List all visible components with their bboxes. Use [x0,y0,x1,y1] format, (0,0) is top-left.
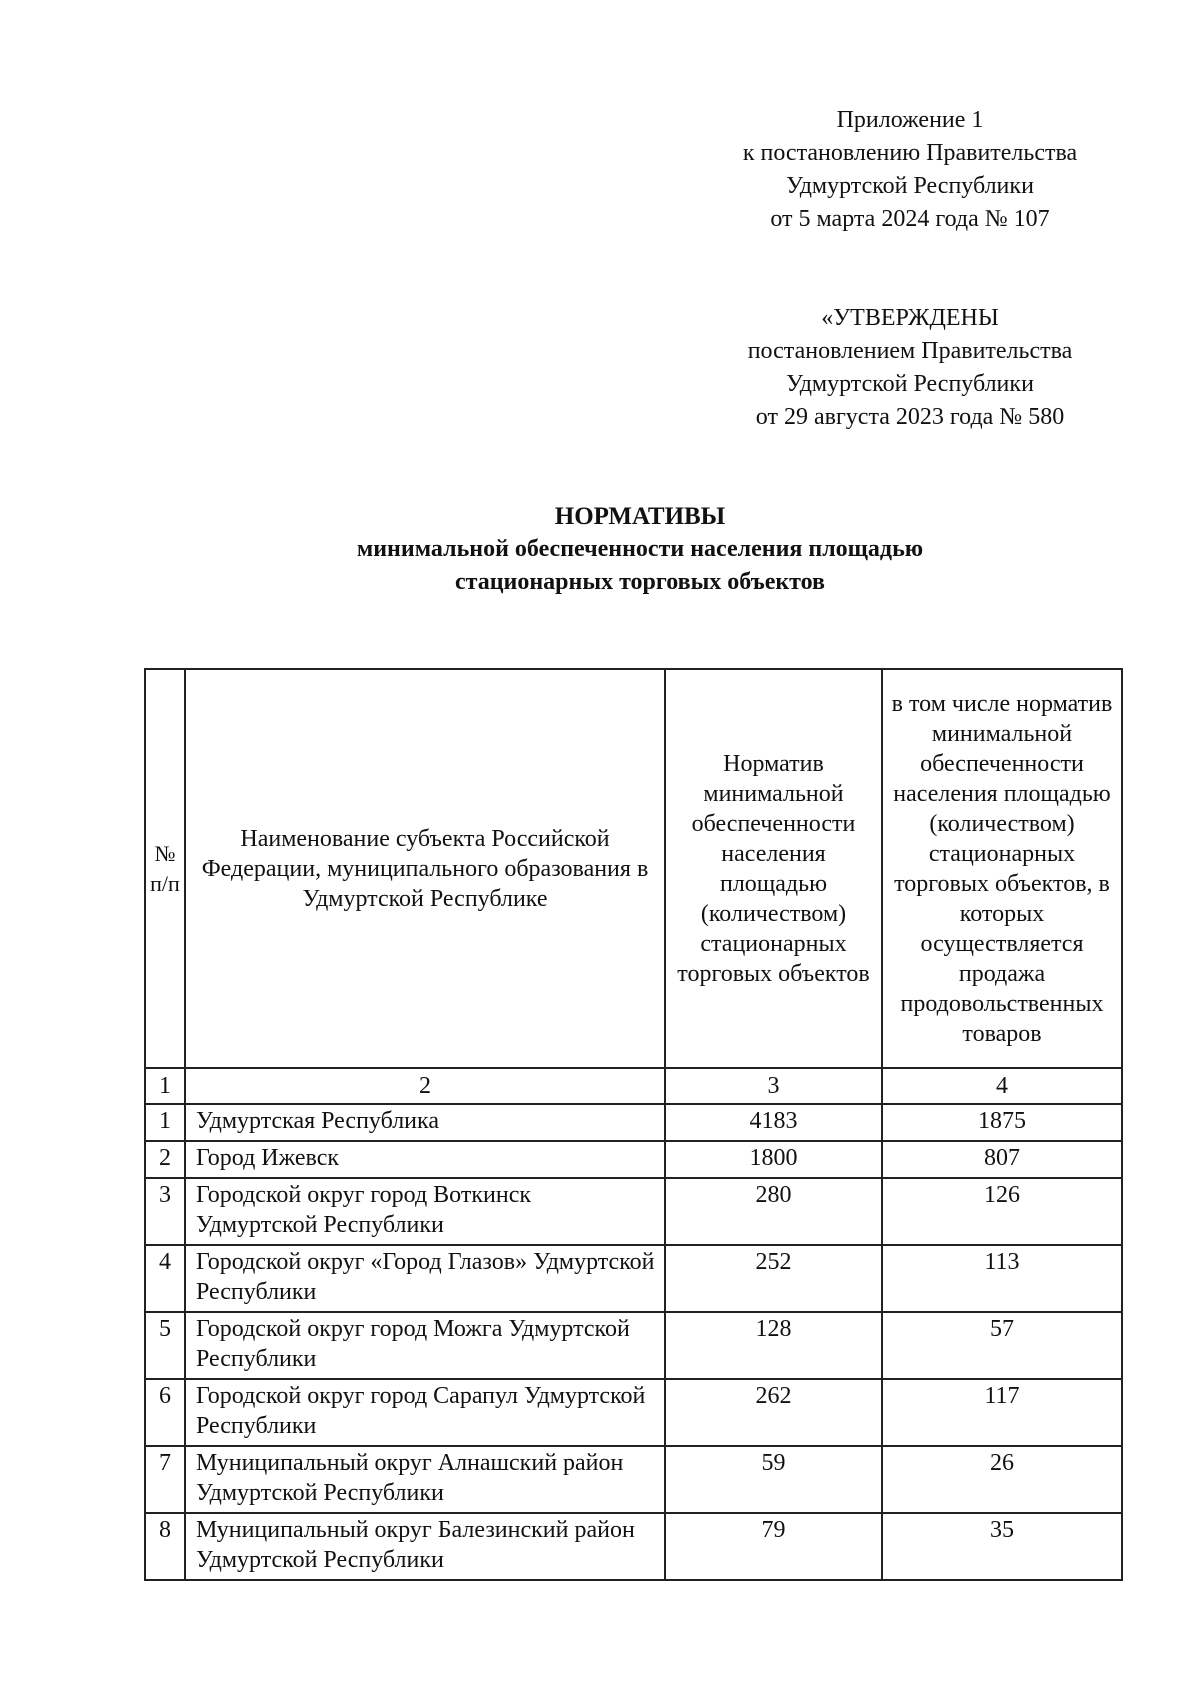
row-norm: 252 [665,1245,882,1312]
title-main: НОРМАТИВЫ [554,503,726,530]
table-row [145,1178,1122,1245]
row-food-norm: 117 [882,1379,1122,1446]
row-norm: 4183 [665,1104,882,1141]
row-name: Муниципальный округ Алнашский район Удмуртской Республики [185,1446,665,1513]
row-name: Городской округ «Город Глазов» Удмуртской Республики [185,1245,665,1312]
table-row [145,1312,1122,1379]
table-row [145,1446,1122,1513]
document-title [140,500,1140,599]
row-number: 1 [145,1104,185,1141]
column-number: 1 [145,1068,185,1104]
row-number: 5 [145,1312,185,1379]
row-number: 3 [145,1178,185,1245]
header-norm: Норматив минимальной обеспеченности населения площадью (количеством) стационарных торговых объектов [665,669,882,1068]
title-subtitle: стационарных торговых объектов [454,569,826,595]
row-food-norm: 126 [882,1178,1122,1245]
row-food-norm: 1875 [882,1104,1122,1141]
column-number: 2 [185,1068,665,1104]
row-norm: 262 [665,1379,882,1446]
approval-line: постановлением Правительства [747,338,1073,364]
row-number: 4 [145,1245,185,1312]
table-header-row [145,669,1122,1068]
row-food-norm: 807 [882,1141,1122,1178]
row-food-norm: 26 [882,1446,1122,1513]
row-number: 8 [145,1513,185,1580]
row-number: 2 [145,1141,185,1178]
row-food-norm: 35 [882,1513,1122,1580]
row-name: Город Ижевск [185,1141,665,1178]
table-row [145,1379,1122,1446]
approval-line: от 29 августа 2023 года № 580 [755,404,1065,430]
title-subtitle: минимальной обеспеченности населения площадью [356,536,924,562]
column-number: 3 [665,1068,882,1104]
row-name: Городской округ город Сарапул Удмуртской Республики [185,1379,665,1446]
row-norm: 1800 [665,1141,882,1178]
row-name: Муниципальный округ Балезинский район Удмуртской Республики [185,1513,665,1580]
norms-table [144,668,1123,1581]
row-food-norm: 113 [882,1245,1122,1312]
row-number: 6 [145,1379,185,1446]
row-norm: 280 [665,1178,882,1245]
header-name: Наименование субъекта Российской Федерации, муниципального образования в Удмуртской Республике [185,669,665,1068]
table-row [145,1104,1122,1141]
appendix-line: от 5 марта 2024 года № 107 [770,206,1050,232]
header-number: № п/п [145,669,185,1068]
table-row [145,1141,1122,1178]
table-row [145,1513,1122,1580]
row-name: Городской округ город Можга Удмуртской Республики [185,1312,665,1379]
row-name: Городской округ город Воткинск Удмуртской Республики [185,1178,665,1245]
approval-block [690,302,1130,434]
header-food-norm: в том числе норматив минимальной обеспеченности населения площадью (количеством) стационарных торговых объектов, в которых осуществляется продажа продовольственных товаров [882,669,1122,1068]
appendix-line: к постановлению Правительства [742,140,1078,166]
appendix-line: Удмуртской Республики [786,173,1034,199]
column-number: 4 [882,1068,1122,1104]
table-row [145,1245,1122,1312]
row-norm: 128 [665,1312,882,1379]
row-number: 7 [145,1446,185,1513]
row-norm: 79 [665,1513,882,1580]
row-food-norm: 57 [882,1312,1122,1379]
column-number-row [145,1068,1122,1104]
row-norm: 59 [665,1446,882,1513]
appendix-line: Приложение 1 [836,107,984,133]
row-name: Удмуртская Республика [185,1104,665,1141]
appendix-block [690,104,1130,236]
approval-line: Удмуртской Республики [786,371,1034,397]
approval-line: «УТВЕРЖДЕНЫ [821,305,999,331]
